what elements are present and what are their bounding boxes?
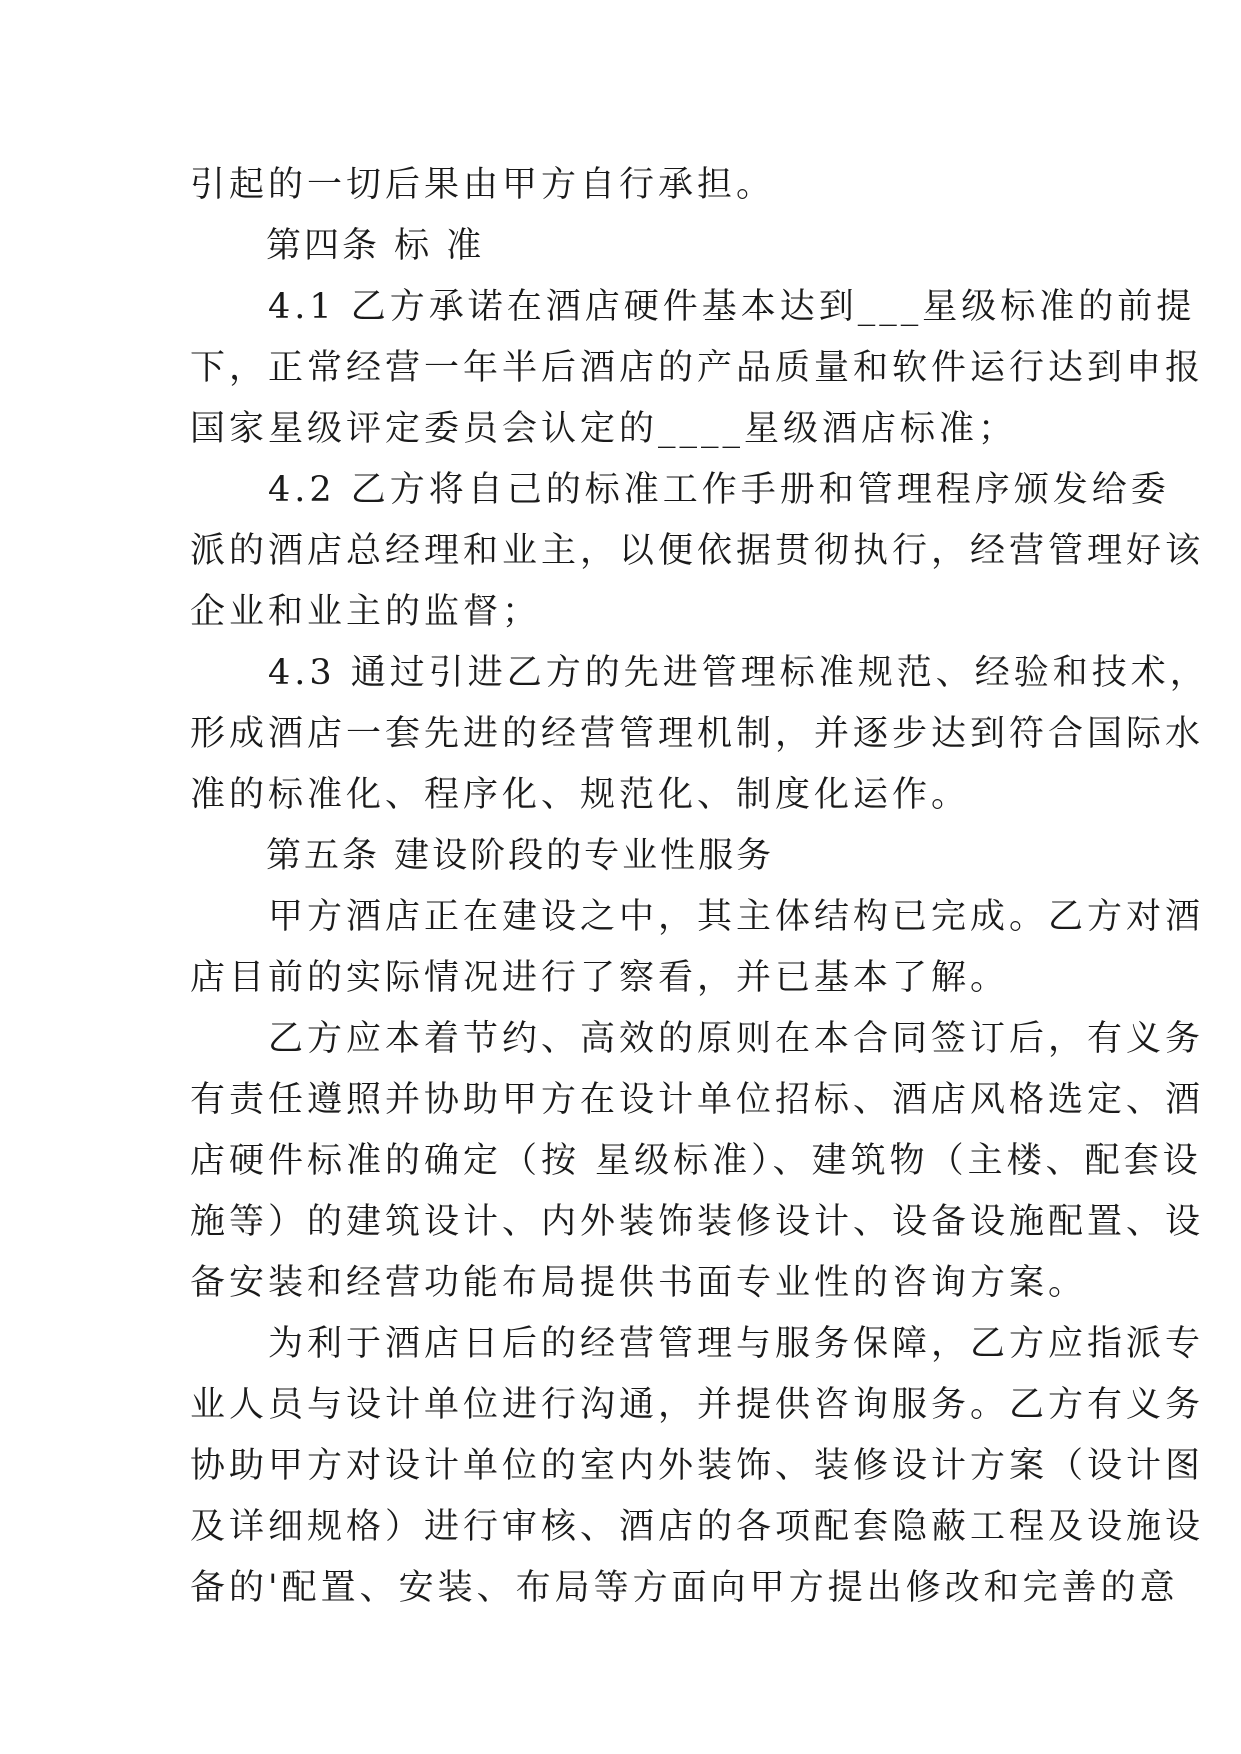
article-heading: 第四条 标 准 — [190, 226, 485, 266]
article-heading: 第五条 建设阶段的专业性服务 — [190, 836, 775, 876]
text-line: 4.1 乙方承诺在酒店硬件基本达到___星级标准的前提 — [190, 287, 1196, 327]
text-line: 形成酒店一套先进的经营管理机制，并逐步达到符合国际水 — [190, 714, 1205, 754]
text-line: 引起的一切后果由甲方自行承担。 — [190, 165, 776, 205]
text-line: 业人员与设计单位进行沟通，并提供咨询服务。乙方有义务 — [190, 1385, 1205, 1425]
text-line: 准的标准化、程序化、规范化、制度化运作。 — [190, 775, 971, 815]
text-line: 4.3 通过引进乙方的先进管理标准规范、经验和技术， — [190, 653, 1209, 693]
document-body — [190, 155, 1209, 1619]
text-line: 施等）的建筑设计、内外装饰装修设计、设备设施配置、设 — [190, 1202, 1205, 1242]
text-line: 甲方酒店正在建设之中，其主体结构已完成。乙方对酒 — [190, 897, 1205, 937]
text-line: 为利于酒店日后的经营管理与服务保障，乙方应指派专 — [190, 1324, 1205, 1364]
text-line: 下，正常经营一年半后酒店的产品质量和软件运行达到申报 — [190, 348, 1205, 388]
text-line: 协助甲方对设计单位的室内外装饰、装修设计方案（设计图 — [190, 1446, 1205, 1486]
text-line: 备安装和经营功能布局提供书面专业性的咨询方案。 — [190, 1263, 1088, 1303]
text-line: 派的酒店总经理和业主，以便依据贯彻执行，经营管理好该 — [190, 531, 1205, 571]
text-line: 及详细规格）进行审核、酒店的各项配套隐蔽工程及设施设 — [190, 1507, 1205, 1547]
text-line: 店目前的实际情况进行了察看，并已基本了解。 — [190, 958, 1010, 998]
text-line: 乙方应本着节约、高效的原则在本合同签订后，有义务 — [190, 1019, 1205, 1059]
text-line: 国家星级评定委员会认定的____星级酒店标准； — [190, 409, 1018, 449]
text-line: 企业和业主的监督； — [190, 592, 542, 632]
text-line: 店硬件标准的确定（按 星级标准）、建筑物（主楼、配套设 — [190, 1141, 1202, 1181]
text-line: 备的'配置、安装、布局等方面向甲方提出修改和完善的意 — [190, 1568, 1179, 1608]
text-line: 有责任遵照并协助甲方在设计单位招标、酒店风格选定、酒 — [190, 1080, 1205, 1120]
text-line: 4.2 乙方将自己的标准工作手册和管理程序颁发给委 — [190, 470, 1170, 510]
